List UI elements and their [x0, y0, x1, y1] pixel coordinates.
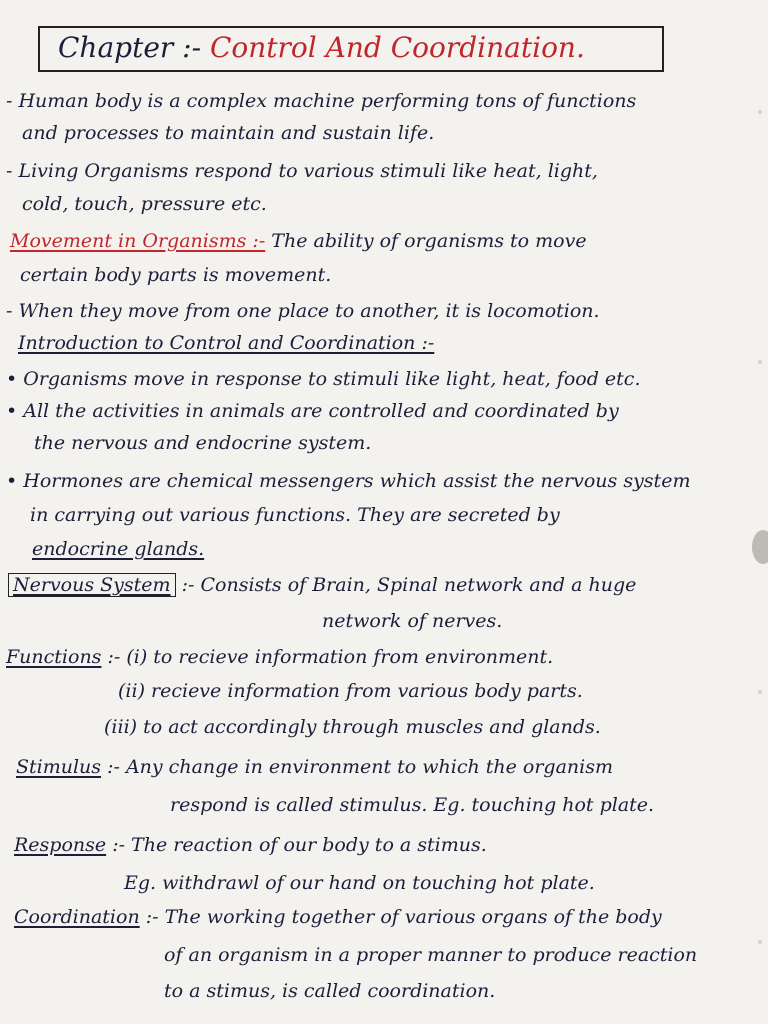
line-2: and processes to maintain and sustain life. [22, 122, 435, 144]
line-3: - Living Organisms respond to various stimuli like heat, light, [6, 160, 598, 182]
coordination-heading: Coordination [14, 906, 140, 928]
function-1: :- (i) to recieve information from environment. [107, 646, 554, 668]
bullet-2: • All the activities in animals are controlled and coordinated by [6, 400, 619, 422]
margin-hole [758, 690, 762, 694]
stimulus-heading: Stimulus [16, 756, 102, 778]
movement-heading: Movement in Organisms :- [10, 230, 266, 252]
bullet-1: • Organisms move in response to stimuli like light, heat, food etc. [6, 368, 641, 390]
margin-hole [758, 940, 762, 944]
intro-heading: Introduction to Control and Coordination :- [18, 332, 435, 354]
margin-hole [758, 110, 762, 114]
page-title [58, 31, 585, 65]
function-3: (iii) to act accordingly through muscles and glands. [104, 716, 601, 738]
coordination-cont: of an organism in a proper manner to produce reaction [164, 944, 698, 966]
title-topic: Control And Coordination. [209, 31, 585, 64]
response-text: :- The reaction of our body to a stimus. [112, 834, 487, 856]
nervous-cont: network of nerves. [322, 610, 503, 632]
response-line [14, 834, 487, 856]
functions-line [6, 646, 553, 668]
nervous-line [8, 574, 636, 596]
bullet-2-cont: the nervous and endocrine system. [34, 432, 372, 454]
function-2: (ii) recieve information from various body parts. [118, 680, 583, 702]
line-6: certain body parts is movement. [20, 264, 332, 286]
nervous-text: Consists of Brain, Spinal network and a huge [200, 574, 637, 596]
coordination-line [14, 906, 662, 928]
margin-hole [758, 360, 762, 364]
coordination-cont-2: to a stimus, is called coordination. [164, 980, 496, 1002]
line-7: - When they move from one place to another, it is locomotion. [6, 300, 600, 322]
binder-tab [752, 530, 768, 564]
nervous-sep: :- [181, 574, 195, 596]
movement-line [10, 230, 587, 252]
response-cont: Eg. withdrawl of our hand on touching hot plate. [124, 872, 595, 894]
line-1: - Human body is a complex machine performing tons of functions [6, 90, 637, 112]
stimulus-cont: respond is called stimulus. Eg. touching hot plate. [170, 794, 655, 816]
line-4: cold, touch, pressure etc. [22, 193, 267, 215]
bullet-3: • Hormones are chemical messengers which assist the nervous system [6, 470, 691, 492]
stimulus-text: :- Any change in environment to which the organism [107, 756, 614, 778]
bullet-3-cont-2: endocrine glands. [32, 538, 205, 560]
stimulus-line [16, 756, 613, 778]
title-prefix: Chapter :- [58, 31, 202, 64]
nervous-heading: Nervous System [8, 573, 176, 597]
functions-heading: Functions [6, 646, 102, 668]
coordination-text: :- The working together of various organs of the body [145, 906, 662, 928]
movement-text: The ability of organisms to move [271, 230, 587, 252]
response-heading: Response [14, 834, 107, 856]
bullet-3-cont: in carrying out various functions. They are secreted by [30, 504, 560, 526]
